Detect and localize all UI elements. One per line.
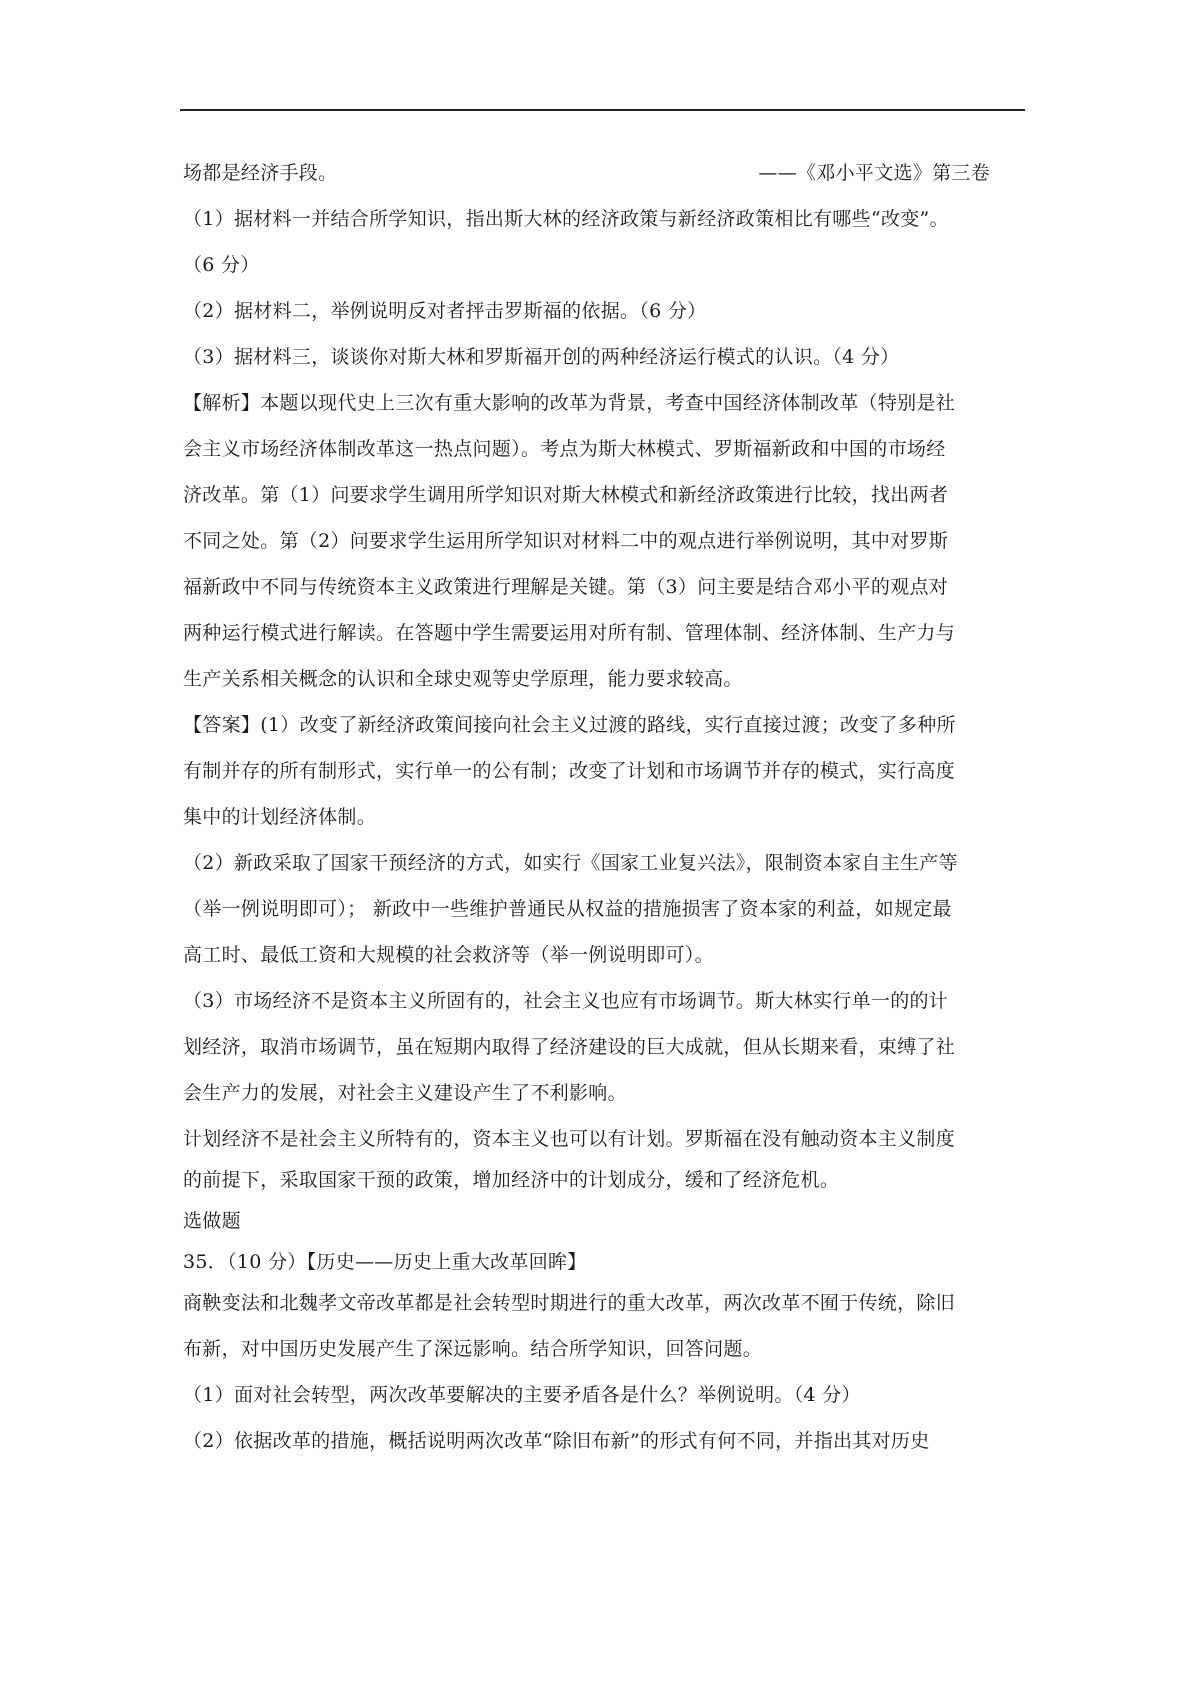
question-35-title: 35．（10 分）【历史——历史上重大改革回眸】 [183,1251,587,1273]
answer-2-line-2: （举一例说明即可）； 新政中一些维护普通民从权益的措施损害了资本家的利益，如规定最 [183,898,952,920]
analysis-line-2: 会主义市场经济体制改革这一热点问题）。考点为斯大林模式、罗斯福新政和中国的市场经 [183,438,946,460]
header-rule [180,109,1025,111]
question-1-line-2: （6 分） [183,254,260,276]
answer-3-line-3: 会生产力的发展，对社会主义建设产生了不利影响。 [183,1082,627,1104]
answer-3-line-2: 划经济，取消市场调节，虽在短期内取得了经济建设的巨大成就，但从长期来看，束缚了社 [183,1036,956,1058]
material-ending-line [183,150,1028,196]
section-title-elective: 选做题 [183,1210,241,1232]
answer-line-2: 有制并存的所有制形式，实行单一的公有制；改变了计划和市场调节并存的模式，实行高度 [183,760,956,782]
question-3: （3）据材料三，谈谈你对斯大林和罗斯福开创的两种经济运行模式的认识。（4 分） [183,346,900,368]
document-body [183,150,1028,1464]
analysis-line-3: 济改革。第（1）问要求学生调用所学知识对斯大林模式和新经济政策进行比较，找出两者 [183,484,949,506]
answer-2-line-3: 高工时、最低工资和大规模的社会救济等（举一例说明即可）。 [183,944,714,966]
question-35-part-2: （2）依据改革的措施，概括说明两次改革“除旧布新”的形式有何不同，并指出其对历史 [183,1430,930,1452]
question-35-stem-line-2: 布新，对中国历史发展产生了深远影响。结合所学知识，回答问题。 [183,1338,763,1360]
answer-2-line-1: （2）新政采取了国家干预经济的方式，如实行《国家工业复兴法》，限制资本家自主生产等 [183,852,958,874]
analysis-line-4: 不同之处。第（2）问要求学生运用所学知识对材料二中的观点进行举例说明，其中对罗斯 [183,530,949,552]
question-2: （2）据材料二，举例说明反对者抨击罗斯福的依据。（6 分） [183,300,707,322]
answer-3-line-4: 计划经济不是社会主义所特有的，资本主义也可以有计划。罗斯福在没有触动资本主义制度 [183,1128,956,1150]
question-35-part-1: （1）面对社会转型，两次改革要解决的主要矛盾各是什么？举例说明。（4 分） [183,1384,861,1406]
answer-line-3: 集中的计划经济体制。 [183,806,377,828]
material-ending-text: 场都是经济手段。 [183,162,338,184]
analysis-line-7: 生产关系相关概念的认识和全球史观等史学原理，能力要求较高。 [183,668,743,690]
analysis-line-5: 福新政中不同与传统资本主义政策进行理解是关键。第（3）问主要是结合邓小平的观点对 [183,576,949,598]
analysis-line-6: 两种运行模式进行解读。在答题中学生需要运用对所有制、管理体制、经济体制、生产力与 [183,622,956,644]
answer-3-line-5: 的前提下，采取国家干预的政策，增加经济中的计划成分，缓和了经济危机。 [183,1169,840,1191]
source-citation: ——《邓小平文选》第三卷 [758,162,990,184]
analysis-line-1: 【解析】本题以现代史上三次有重大影响的改革为背景，考查中国经济体制改革（特别是社 [183,392,956,414]
question-1-line-1: （1）据材料一并结合所学知识，指出斯大林的经济政策与新经济政策相比有哪些“改变”。 [183,208,949,230]
question-35-stem-line-1: 商鞅变法和北魏孝文帝改革都是社会转型时期进行的重大改革，两次改革不囿于传统，除旧 [183,1292,956,1314]
answer-line-1: 【答案】(1）改变了新经济政策间接向社会主义过渡的路线，实行直接过渡；改变了多种所 [183,714,956,736]
answer-3-line-1: （3）市场经济不是资本主义所固有的，社会主义也应有市场调节。斯大林实行单一的的计 [183,990,949,1012]
